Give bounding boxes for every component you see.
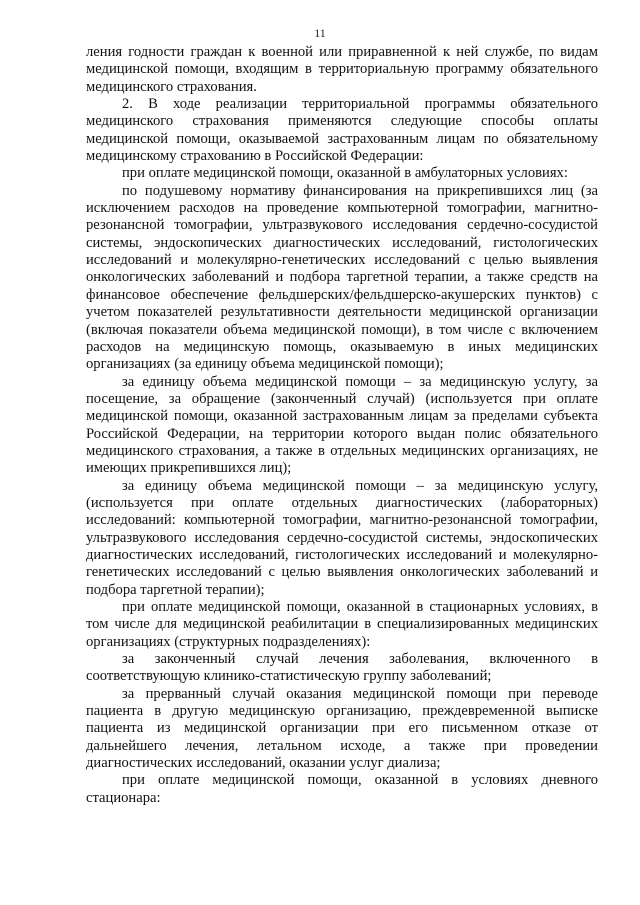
paragraph-unit-volume-visit: за единицу объема медицинской помощи – за медицинскую услугу, за посещение, за обращение (законченный случай) (используется при оплате медицинской помощи, оказанной застрахованным лицам за пределами субъекта Российской Федерации, на территории которого выдан полис обязательного медицинского страхования, а также в отдельных медицинских организациях, не имеющих прикрепившихся лиц);	[86, 373, 598, 477]
paragraph-continuation: ления годности граждан к военной или приравненной к ней службе, по видам медицинской помощи, входящим в территориальную программу обязательного медицинского страхования.	[86, 44, 598, 95]
paragraph-payment-methods-intro: 2. В ходе реализации территориальной программы обязательного медицинского страхования применяются следующие способы оплаты медицинской помощи, оказываемой застрахованным лицам по обязательному медицинскому страхованию в Российской Федерации:	[86, 96, 598, 165]
paragraph-inpatient-heading: при оплате медицинской помощи, оказанной в стационарных условиях, в том числе для медицинской реабилитации в специализированных медицинских организациях (структурных подразделениях):	[86, 599, 598, 650]
body-text	[86, 44, 598, 807]
page-number: 11	[314, 26, 326, 40]
paragraph-ambulatory-heading: при оплате медицинской помощи, оказанной в амбулаторных условиях:	[122, 165, 568, 182]
paragraph-interrupted-case: за прерванный случай оказания медицинской помощи при переводе пациента в другую медицинскую организацию, преждевременной выписке пациента из медицинской организации при его письменном отказе от дальнейшего лечения, летальном исходе, а также при проведении диагностических исследований, оказании услуг диализа;	[86, 685, 598, 772]
paragraph-day-hospital-heading: при оплате медицинской помощи, оказанной в условиях дневного стационара:	[86, 772, 598, 806]
paragraph-completed-case: за законченный случай лечения заболевания, включенного в соответствующую клинико-статистическую группу заболеваний;	[86, 651, 598, 685]
paragraph-unit-volume-diagnostics: за единицу объема медицинской помощи – за медицинскую услугу, (используется при оплате отдельных диагностических (лабораторных) исследований: компьютерной томографии, магнитно-резонансной томографии, ультразвукового исследования сердечно-сосудистой системы, эндоскопических диагностических исследований, гистологических исследований и молекулярно-генетических исследований с целью выявления онкологических заболеваний и подбора таргетной терапии);	[86, 477, 598, 598]
paragraph-per-capita-norm: по подушевому нормативу финансирования на прикрепившихся лиц (за исключением расходов на проведение компьютерной томографии, магнитно-резонансной томографии, ультразвукового исследования сердечно-сосудистой системы, эндоскопических диагностических исследований, гистологических исследований и молекулярно-генетических исследований с целью выявления онкологических заболеваний и подбора таргетной терапии, а также средств на финансовое обеспечение фельдшерских/фельдшерско-акушерских пунктов) с учетом показателей результативности деятельности медицинской организации (включая показатели объема медицинской помощи), в том числе с включением расходов на медицинскую помощь, оказываемую в иных медицинских организациях (за единицу объема медицинской помощи);	[86, 182, 598, 373]
